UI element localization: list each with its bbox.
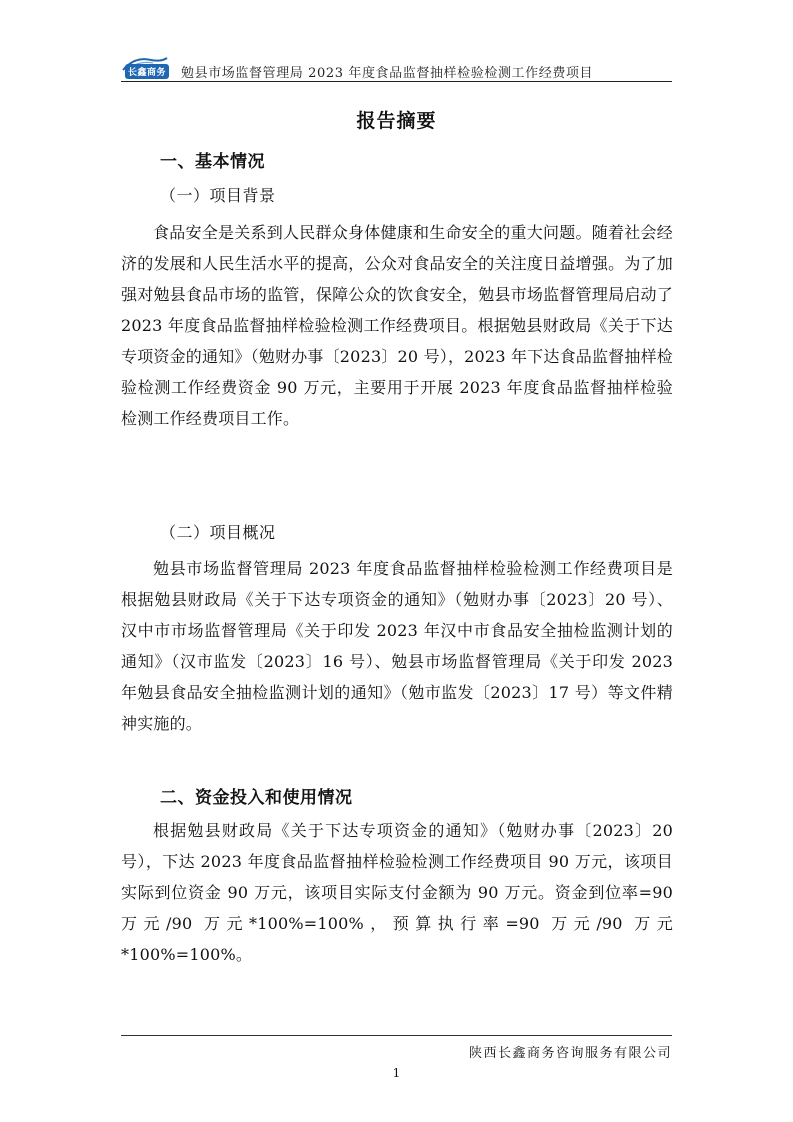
subsection-heading-background: （一）项目背景: [160, 186, 276, 205]
paragraph-funding-usage: 根据勉县财政局《关于下达专项资金的通知》（勉财办事〔2023〕20 号），下达 2023 年度食品监督抽样检验检测工作经费项目 90 万元，该项目实际到位资金 90 万元，该项目实际支付金额为 90 万元。资金到位率=90 万元/90 万元*100%=100%，预算执行率=90 万元/90 万元*100%=100%。: [121, 821, 673, 964]
paragraph-project-overview: 勉县市场监督管理局 2023 年度食品监督抽样检验检测工作经费项目是根据勉县财政局《关于下达专项资金的通知》（勉财办事〔2023〕20 号）、汉中市市场监督管理局《关于印发 2023 年汉中市食品安全抽检监测计划的通知》（汉市监发〔2023〕16 号）、勉县市场监督管理局《关于印发 2023 年勉县食品安全抽检监测计划的通知》（勉市监发〔2023〕17 号）等文件精神实施的。: [121, 559, 673, 733]
subsection-heading-overview: （二）项目概况: [160, 523, 276, 542]
page-number: 1: [392, 1066, 401, 1080]
logo-text: 长鑫商务: [125, 64, 169, 79]
footer-company-name: 陕西长鑫商务咨询服务有限公司: [468, 1046, 672, 1061]
header-divider: [121, 81, 672, 82]
company-logo: [121, 56, 171, 78]
header-title: 勉县市场监督管理局 2023 年度食品监督抽样检验检测工作经费项目: [181, 66, 594, 81]
section-heading-basic-info: 一、基本情况: [160, 152, 265, 172]
footer-divider: [121, 1035, 672, 1036]
paragraph-project-background: 食品安全是关系到人民群众身体健康和生命安全的重大问题。随着社会经济的发展和人民生活水平的提高，公众对食品安全的关注度日益增强。为了加强对勉县食品市场的监管，保障公众的饮食安全，勉县市场监督管理局启动了 2023 年度食品监督抽样检验检测工作经费项目。根据勉县财政局《关于下达专项资金的通知》（勉财办事〔2023〕20 号），2023 年下达食品监督抽样检验检测工作经费资金 90 万元，主要用于开展 2023 年度食品监督抽样检验检测工作经费项目工作。: [121, 223, 673, 428]
page-title: 报告摘要: [356, 110, 437, 132]
section-heading-funding: 二、资金投入和使用情况: [160, 788, 353, 808]
page-header: [121, 52, 672, 82]
